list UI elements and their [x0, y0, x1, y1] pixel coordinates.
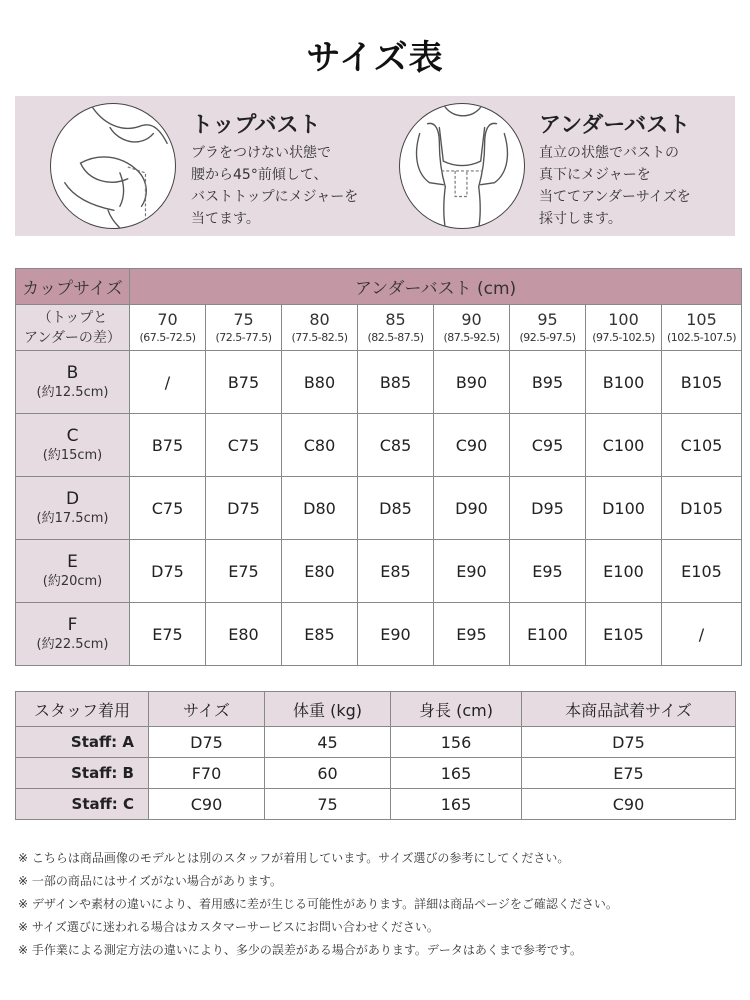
under-bust-size: 90 [461, 309, 482, 329]
size-cell: D75 [206, 477, 282, 540]
cup-difference: (約22.5cm) [36, 637, 109, 652]
cup-row-header [16, 351, 130, 414]
size-cell: D75 [130, 540, 206, 603]
cup-row-header [16, 603, 130, 666]
size-cell: B85 [358, 351, 434, 414]
cup-letter: D [65, 489, 80, 509]
note-item: ※ こちらは商品画像のモデルとは別のスタッフが着用しています。サイズ選びの参考にしてください。 [18, 851, 570, 865]
cup-row-header [16, 477, 130, 540]
top-bust-figure-icon [51, 104, 175, 228]
staff-fit-cell: D75 [522, 727, 736, 758]
cup-letter: E [67, 552, 78, 572]
staff-column-header: サイズ [149, 692, 265, 727]
under-bust-range: (72.5-77.5) [215, 330, 272, 344]
size-cell: C90 [434, 414, 510, 477]
size-cell: D95 [510, 477, 586, 540]
staff-size-cell: C90 [149, 789, 265, 820]
size-cell: E105 [586, 603, 662, 666]
size-cell: B90 [434, 351, 510, 414]
size-cell: B80 [282, 351, 358, 414]
staff-weight-cell: 45 [265, 727, 391, 758]
under-bust-column-header [434, 305, 510, 351]
note-item: ※ デザインや素材の違いにより、着用感に差が生じる可能性があります。詳細は商品ページをご確認ください。 [18, 897, 618, 911]
size-cell: D90 [434, 477, 510, 540]
under-bust-size: 70 [157, 309, 178, 329]
size-cell: E85 [282, 603, 358, 666]
size-cell: B75 [130, 414, 206, 477]
measurement-guide [15, 96, 735, 236]
size-cell: E90 [358, 603, 434, 666]
table-row [16, 603, 742, 666]
size-cell: B100 [586, 351, 662, 414]
size-cell: E90 [434, 540, 510, 603]
table-row [16, 727, 736, 758]
staff-height-cell: 165 [391, 789, 522, 820]
staff-column-header: 本商品試着サイズ [522, 692, 736, 727]
size-cell: C100 [586, 414, 662, 477]
cup-difference: (約17.5cm) [36, 511, 109, 526]
cup-size-header: カップサイズ [16, 269, 130, 305]
under-bust-column-header [206, 305, 282, 351]
cup-letter: B [66, 363, 79, 383]
staff-height-cell: 165 [391, 758, 522, 789]
top-bust-title: トップバスト [191, 113, 321, 138]
size-cell: C75 [130, 477, 206, 540]
page-title: サイズ表 [306, 38, 444, 78]
cup-row-header [16, 540, 130, 603]
size-cell: D80 [282, 477, 358, 540]
under-bust-range: (97.5-102.5) [592, 330, 655, 344]
size-cell: E85 [358, 540, 434, 603]
size-cell: / [662, 603, 742, 666]
note-item: ※ 手作業による測定方法の違いにより、多少の誤差がある場合があります。データはあくまで参考です。 [18, 943, 582, 957]
size-cell: E100 [586, 540, 662, 603]
size-cell: D100 [586, 477, 662, 540]
size-cell: / [130, 351, 206, 414]
size-cell: C75 [206, 414, 282, 477]
size-cell: D85 [358, 477, 434, 540]
under-bust-column-header [586, 305, 662, 351]
under-bust-description: 直立の状態でバストの 真下にメジャーを 当ててアンダーサイズを 採寸します。 [539, 145, 691, 227]
cup-size-subheader-text: （トップと アンダーの差） [24, 309, 121, 346]
cup-difference: (約12.5cm) [36, 385, 109, 400]
staff-weight-cell: 75 [265, 789, 391, 820]
top-bust-illustration [50, 103, 176, 229]
staff-name-cell: Staff: B [16, 758, 149, 789]
under-bust-range: (67.5-72.5) [139, 330, 196, 344]
staff-column-header: 身長 (cm) [391, 692, 522, 727]
cup-difference: (約15cm) [42, 448, 103, 463]
cup-letter: C [66, 426, 79, 446]
staff-weight-cell: 60 [265, 758, 391, 789]
table-row [16, 414, 742, 477]
staff-fit-cell: E75 [522, 758, 736, 789]
staff-name-cell: Staff: A [16, 727, 149, 758]
under-bust-range: (92.5-97.5) [519, 330, 576, 344]
note-item: ※ サイズ選びに迷われる場合はカスタマーサービスにお問い合わせください。 [18, 920, 439, 934]
size-cell: B95 [510, 351, 586, 414]
note-item: ※ 一部の商品にはサイズがない場合があります。 [18, 874, 282, 888]
size-cell: E105 [662, 540, 742, 603]
under-bust-range: (77.5-82.5) [291, 330, 348, 344]
size-cell: E100 [510, 603, 586, 666]
under-bust-column-header [662, 305, 742, 351]
size-cell: E80 [206, 603, 282, 666]
under-bust-range: (102.5-107.5) [666, 330, 737, 344]
staff-size-cell: F70 [149, 758, 265, 789]
table-row [16, 351, 742, 414]
staff-column-header: 体重 (kg) [265, 692, 391, 727]
staff-size-cell: D75 [149, 727, 265, 758]
cup-size-subheader [16, 305, 130, 351]
under-bust-size: 75 [233, 309, 254, 329]
under-bust-range: (87.5-92.5) [443, 330, 500, 344]
under-bust-header: アンダーバスト (cm) [130, 269, 742, 305]
under-bust-size: 105 [686, 309, 717, 329]
under-bust-size: 80 [309, 309, 330, 329]
size-cell: B75 [206, 351, 282, 414]
under-bust-column-header [510, 305, 586, 351]
size-cell: E95 [510, 540, 586, 603]
size-cell: E95 [434, 603, 510, 666]
staff-fit-cell: C90 [522, 789, 736, 820]
staff-fit-table [15, 691, 736, 820]
under-bust-title: アンダーバスト [539, 113, 691, 138]
table-row [16, 758, 736, 789]
notes-list [18, 847, 738, 962]
under-bust-column-header [282, 305, 358, 351]
size-chart-table [15, 268, 742, 666]
size-cell: C80 [282, 414, 358, 477]
staff-name-cell: Staff: C [16, 789, 149, 820]
table-row [16, 789, 736, 820]
staff-column-header: スタッフ着用 [16, 692, 149, 727]
staff-height-cell: 156 [391, 727, 522, 758]
top-bust-description: ブラをつけない状態で 腰から45°前傾して、 バストトップにメジャーを 当てます。 [191, 145, 359, 227]
under-bust-size: 85 [385, 309, 406, 329]
size-cell: E75 [206, 540, 282, 603]
size-cell: C105 [662, 414, 742, 477]
under-bust-size: 95 [537, 309, 558, 329]
under-bust-figure-icon [400, 104, 524, 228]
cup-difference: (約20cm) [42, 574, 103, 589]
under-bust-size: 100 [608, 309, 639, 329]
cup-row-header [16, 414, 130, 477]
cup-letter: F [67, 615, 78, 635]
under-bust-illustration [399, 103, 525, 229]
size-cell: C85 [358, 414, 434, 477]
size-cell: D105 [662, 477, 742, 540]
table-row [16, 540, 742, 603]
under-bust-range: (82.5-87.5) [367, 330, 424, 344]
size-cell: C95 [510, 414, 586, 477]
under-bust-column-header [130, 305, 206, 351]
under-bust-column-header [358, 305, 434, 351]
size-cell: E75 [130, 603, 206, 666]
size-cell: B105 [662, 351, 742, 414]
table-row [16, 477, 742, 540]
size-cell: E80 [282, 540, 358, 603]
